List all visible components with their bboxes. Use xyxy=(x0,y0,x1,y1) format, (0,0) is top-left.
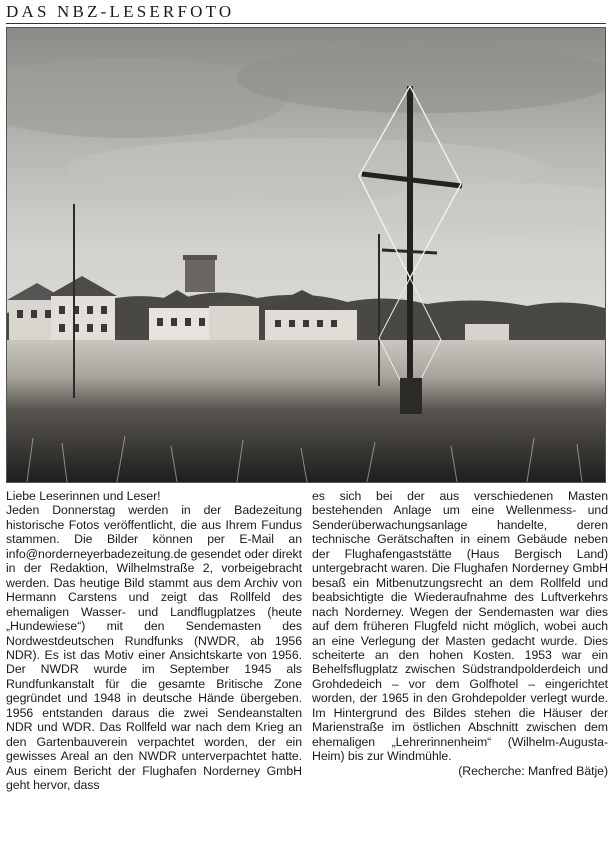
article-paragraph: Jeden Donnerstag werden in der Badezeitung historische Fotos veröffentlicht, die aus Ihrem Fundus stammen. Die Bilder können per E-Mail an info@norderneyerbadezeitung.de gesendet oder direkt in der Redaktion, Wilhelmstraße 2, vorbeigebracht werden. Das heutige Bild stammt aus dem Archiv von Hermann Carstens und zeigt das Rollfeld des ehemaligen Wasser- und Landflugplatzes (heute „Hundewiese“) mit den Sendemasten des Nordwestdeutschen Rundfunks (NWDR, ab 1956 NDR). Es ist das Motiv einer Ansichtskarte von 1956. Der NWDR wurde im September 1945 als Rundfunkanstalt für die gesamte Britische Zone gegründet und 1948 in deutsche Hände übergeben. 1956 entstanden daraus die zwei Sendeanstalten NDR und WDR. Das Rollfeld war nach dem Krieg an den Gartenbauverein verpachtet worden, der ein gewisses Areal an den NWDR unterverpachtet hatte. Aus einem Bericht der Flughafen Norderney GmbH geht hervor, dass xyxy=(6,503,302,793)
page-header xyxy=(6,0,606,24)
historic-airfield-photo xyxy=(6,27,606,483)
article-column-right xyxy=(312,489,608,778)
header-divider xyxy=(6,23,606,24)
research-credit: (Recherche: Manfred Bätje) xyxy=(458,763,608,778)
article-paragraph: es sich bei der aus verschiedenen Masten bestehenden Anlage um eine Wellenmess- und Senderüberwachungsanlage handelte, deren technische Gerätschaften in einem Gebäude neben der Flughafengaststätte (Haus Bergisch Land) untergebracht waren. Die Flughafen Norderney GmbH besaß ein Mitbenutzungsrecht an dem Rollfeld und beabsichtigte die Wiederaufnahme des Luftverkehrs nach Norderney. Wegen der Sendemasten war dies auf dem früheren Flugfeld nicht möglich, wobei auch an eine Verlegung der Masten gedacht wurde. Dies scheiterte an den hohen Kosten. 1953 war ein Behelfsflugplatz zwischen Südstrandpolderdeich und Grohdedeich – vor dem Golfhotel – eingerichtet worden, der 1965 in den Grohdepolder verlegt wurde. Im Hintergrund des Bildes stehen die Häuser der Marienstraße im östlichen Abschnitt zwischen dem ehemaligen „Lehrerinnenheim“ (Wilhelm-Augusta-Heim) bis zur Windmühle. xyxy=(312,489,608,764)
section-title: DAS NBZ-LESERFOTO xyxy=(6,2,235,21)
article-body xyxy=(6,489,606,855)
salutation: Liebe Leserinnen und Leser! xyxy=(6,489,161,503)
article-column-left xyxy=(6,489,302,793)
